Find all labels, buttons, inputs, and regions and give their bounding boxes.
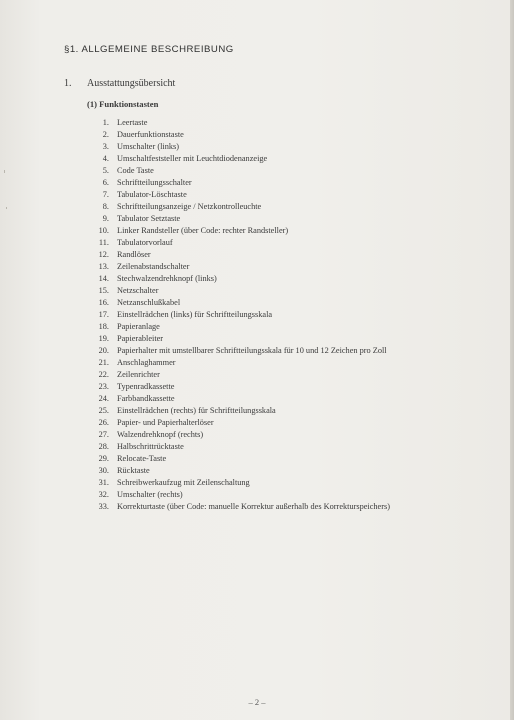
item-number: 27. — [98, 430, 109, 439]
item-number: 22. — [98, 370, 109, 379]
list-item — [87, 309, 507, 321]
item-number: 32. — [98, 490, 109, 499]
list-item — [87, 177, 507, 189]
item-label: Halbschrittrücktaste — [117, 442, 184, 451]
item-label: Zeilenabstandschalter — [117, 262, 190, 271]
item-number: 19. — [98, 334, 109, 343]
list-item — [87, 117, 507, 129]
item-label: Tabulatorvorlauf — [117, 238, 173, 247]
item-label: Einstellrädchen (rechts) für Schriftteilungsskala — [117, 406, 276, 415]
list-item — [87, 297, 507, 309]
scan-mark — [4, 170, 5, 173]
list-item — [87, 501, 507, 513]
list-item — [87, 489, 507, 501]
item-label: Tabulator Setztaste — [117, 214, 181, 223]
group-title: (1) Funktionstasten — [87, 99, 159, 109]
list-item — [87, 477, 507, 489]
subsection-title: Ausstattungsübersicht — [87, 78, 176, 89]
list-item — [87, 129, 507, 141]
page-number: – 2 – — [248, 697, 266, 707]
list-item — [87, 261, 507, 273]
item-label: Papier- und Papierhalterlöser — [117, 418, 214, 427]
item-label: Anschlaghammer — [117, 358, 176, 367]
item-label: Schriftteilungsanzeige / Netzkontrolleuchte — [117, 202, 262, 211]
item-number: 9. — [102, 214, 109, 223]
item-number: 28. — [98, 442, 109, 451]
item-number: 10. — [98, 226, 109, 235]
item-label: Walzendrehknopf (rechts) — [117, 430, 204, 439]
subsection-number: 1. — [64, 78, 72, 89]
subsection-heading — [64, 78, 175, 89]
item-number: 11. — [98, 238, 109, 247]
item-number: 1. — [102, 118, 109, 127]
item-number: 25. — [98, 406, 109, 415]
item-number: 17. — [98, 310, 109, 319]
item-number: 13. — [98, 262, 109, 271]
item-label: Randlöser — [117, 250, 151, 259]
item-number: 16. — [98, 298, 109, 307]
item-number: 7. — [102, 190, 109, 199]
item-number: 8. — [102, 202, 109, 211]
item-label: Rücktaste — [117, 466, 150, 475]
item-number: 30. — [98, 466, 109, 475]
item-label: Einstellrädchen (links) für Schriftteilungsskala — [117, 310, 273, 319]
function-key-list — [87, 117, 507, 513]
list-item — [87, 249, 507, 261]
list-item — [87, 201, 507, 213]
item-label: Typenradkassette — [117, 382, 175, 391]
item-label: Tabulator-Löschtaste — [117, 190, 187, 199]
list-item — [87, 369, 507, 381]
item-number: 20. — [98, 346, 109, 355]
item-label: Papierhalter mit umstellbarer Schriftteilungsskala für 10 und 12 Zeichen pro Zoll — [117, 346, 387, 355]
list-item — [87, 417, 507, 429]
list-item — [87, 453, 507, 465]
list-item — [87, 153, 507, 165]
item-label: Netzanschlußkabel — [117, 298, 181, 307]
item-number: 21. — [98, 358, 109, 367]
item-number: 18. — [98, 322, 109, 331]
item-label: Schreibwerkaufzug mit Zeilenschaltung — [117, 478, 250, 487]
list-item — [87, 381, 507, 393]
list-item — [87, 333, 507, 345]
item-label: Zeilenrichter — [117, 370, 160, 379]
item-number: 24. — [98, 394, 109, 403]
list-item — [87, 225, 507, 237]
list-item — [87, 465, 507, 477]
item-label: Korrekturtaste (über Code: manuelle Korrektur außerhalb des Korrekturspeichers) — [117, 502, 390, 511]
item-number: 33. — [98, 502, 109, 511]
list-item — [87, 393, 507, 405]
item-label: Netzschalter — [117, 286, 159, 295]
page-edge — [510, 0, 514, 720]
list-item — [87, 285, 507, 297]
item-label: Umschalter (rechts) — [117, 490, 183, 499]
list-item — [87, 165, 507, 177]
item-label: Papieranlage — [117, 322, 160, 331]
item-label: Linker Randsteller (über Code: rechter Randsteller) — [117, 226, 289, 235]
item-number: 6. — [102, 178, 109, 187]
section-title: §1. ALLGEMEINE BESCHREIBUNG — [64, 44, 234, 55]
list-item — [87, 237, 507, 249]
list-item — [87, 429, 507, 441]
item-label: Relocate-Taste — [117, 454, 167, 463]
scan-mark — [6, 207, 7, 209]
list-item — [87, 273, 507, 285]
item-number: 15. — [98, 286, 109, 295]
list-item — [87, 321, 507, 333]
item-label: Leertaste — [117, 118, 148, 127]
list-item — [87, 345, 507, 357]
item-number: 14. — [98, 274, 109, 283]
item-number: 12. — [98, 250, 109, 259]
item-number: 26. — [98, 418, 109, 427]
item-label: Umschalter (links) — [117, 142, 179, 151]
item-number: 23. — [98, 382, 109, 391]
item-label: Code Taste — [117, 166, 154, 175]
item-label: Farbbandkassette — [117, 394, 175, 403]
item-number: 4. — [102, 154, 109, 163]
list-item — [87, 213, 507, 225]
item-label: Umschaltfeststeller mit Leuchtdiodenanzeige — [117, 154, 268, 163]
item-label: Schriftteilungsschalter — [117, 178, 192, 187]
item-label: Dauerfunktionstaste — [117, 130, 184, 139]
list-item — [87, 441, 507, 453]
list-item — [87, 141, 507, 153]
list-item — [87, 357, 507, 369]
list-item — [87, 189, 507, 201]
item-number: 3. — [102, 142, 109, 151]
item-number: 5. — [102, 166, 109, 175]
list-item — [87, 405, 507, 417]
item-number: 2. — [102, 130, 109, 139]
item-label: Papierableiter — [117, 334, 164, 343]
item-number: 31. — [98, 478, 109, 487]
item-number: 29. — [98, 454, 109, 463]
item-label: Stechwalzendrehknopf (links) — [117, 274, 217, 283]
